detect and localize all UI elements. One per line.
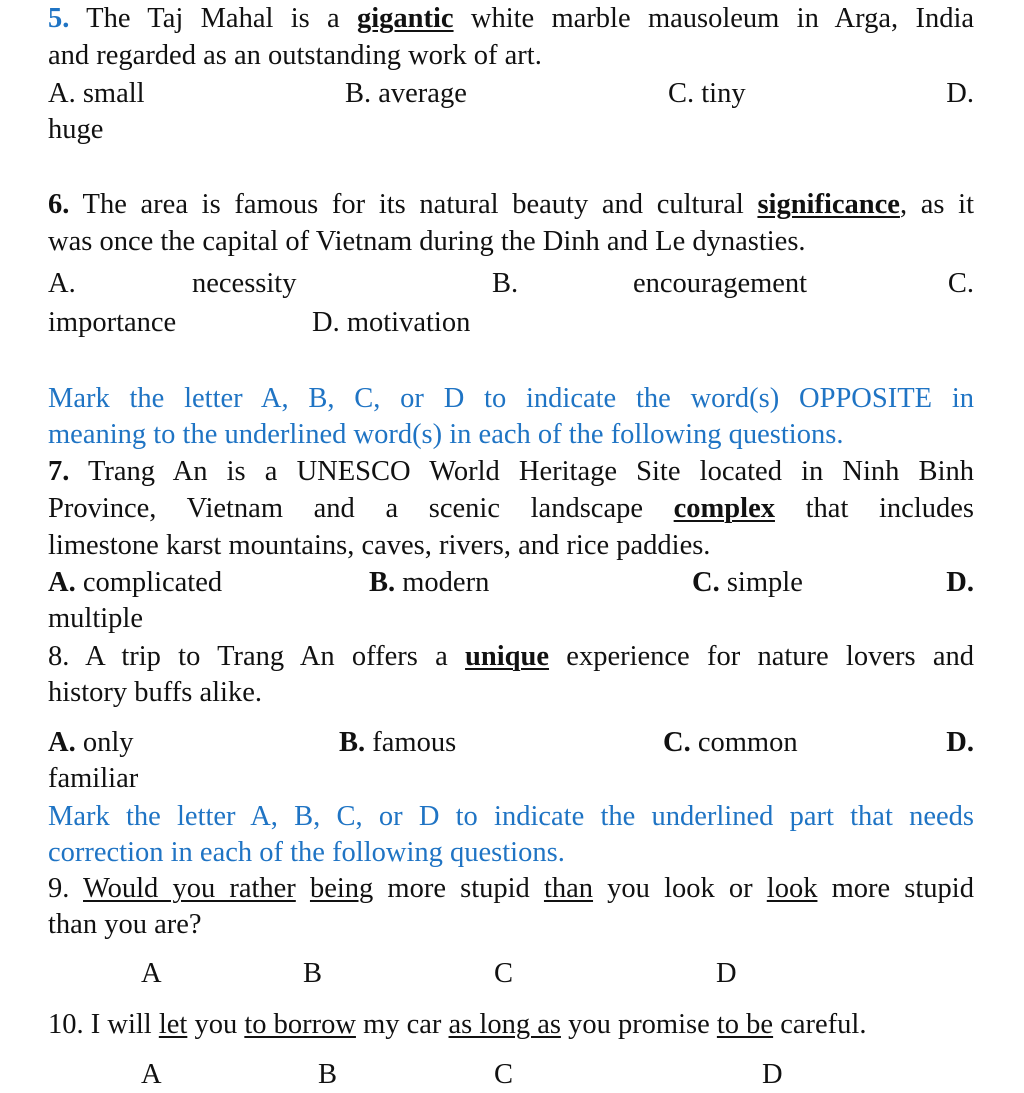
q9-label-d: D: [716, 958, 737, 989]
q7-option-d-letter: D.: [946, 567, 974, 598]
q5-option-d-letter: D.: [946, 78, 974, 109]
q10-label-b: B: [318, 1059, 338, 1090]
q6-option-a-letter: A.: [48, 268, 76, 299]
q6-stem-line2: was once the capital of Vietnam during the Dinh and Le dynasties.: [48, 226, 806, 257]
q6-number: 6.: [48, 189, 70, 220]
q5-option-a: A. small: [48, 78, 145, 109]
q8-option-b: B. famous: [339, 727, 457, 758]
q10-part-d: to be: [716, 1009, 774, 1040]
q9-part-b: being: [309, 873, 374, 904]
q7-option-d-word: multiple: [48, 603, 143, 634]
q7-option-c: C. simple: [692, 567, 803, 598]
q7-stem-line2: Province, Vietnam and a scenic landscape complex that includes: [48, 493, 974, 524]
q8-option-a: A. only: [48, 727, 134, 758]
q9-part-a: Would you rather: [83, 873, 296, 904]
q5-option-c: C. tiny: [668, 78, 746, 109]
q10-part-b: to borrow: [244, 1009, 356, 1040]
q8-option-d-word: familiar: [48, 763, 139, 794]
q9-part-c: than: [543, 873, 594, 904]
q9-label-c: C: [494, 958, 514, 989]
q9-part-d: look: [766, 873, 818, 904]
instruction-opposite-line1: Mark the letter A, B, C, or D to indicate the word(s) OPPOSITE in: [48, 383, 974, 414]
q7-stem-line3: limestone karst mountains, caves, rivers, and rice paddies.: [48, 530, 711, 561]
q10-label-a: A: [141, 1059, 162, 1090]
q6-option-c-letter: C.: [947, 268, 974, 299]
q5-option-b: B. average: [345, 78, 467, 109]
q10-part-c: as long as: [448, 1009, 561, 1040]
q10-part-a: let: [158, 1009, 188, 1040]
q5-option-d-word: huge: [48, 114, 104, 145]
instruction-correction-line2: correction in each of the following questions.: [48, 837, 565, 868]
q6-option-a-word: necessity: [192, 268, 297, 299]
q6-option-d: D. motivation: [312, 307, 471, 338]
q5-underlined-word: gigantic: [356, 3, 454, 34]
q8-underlined-word: unique: [465, 641, 550, 672]
q8-option-c: C. common: [663, 727, 798, 758]
q6-option-c-word: importance: [48, 307, 177, 338]
instruction-opposite-line2: meaning to the underlined word(s) in each of the following questions.: [48, 419, 844, 450]
q9-label-b: B: [303, 958, 323, 989]
instruction-correction-line1: Mark the letter A, B, C, or D to indicate the underlined part that needs: [48, 801, 974, 832]
q6-stem-line1: 6. The area is famous for its natural beauty and cultural significance, as it: [48, 189, 974, 220]
q9-stem-line1: 9. Would you rather being more stupid than you look or look more stupid: [48, 873, 974, 904]
q7-stem-line1: 7. Trang An is a UNESCO World Heritage Site located in Ninh Binh: [48, 456, 974, 487]
q6-option-b-letter: B.: [492, 268, 519, 299]
q10-label-c: C: [494, 1059, 514, 1090]
q5-stem-line1: 5. The Taj Mahal is a gigantic white marble mausoleum in Arga, India: [48, 3, 975, 34]
q6-option-b-word: encouragement: [633, 268, 808, 299]
q7-number: 7.: [48, 456, 70, 487]
q10-stem: 10. I will let you to borrow my car as long as you promise to be careful.: [48, 1009, 867, 1040]
q7-underlined-word: complex: [673, 493, 775, 524]
q8-stem-line1: 8. A trip to Trang An offers a unique experience for nature lovers and: [48, 641, 974, 672]
q5-stem-line2: and regarded as an outstanding work of art.: [48, 40, 542, 71]
q5-number: 5.: [48, 3, 70, 34]
q9-stem-line2: than you are?: [48, 909, 202, 940]
q10-label-d: D: [762, 1059, 783, 1090]
q7-option-a: A. complicated: [48, 567, 223, 598]
q8-stem-line2: history buffs alike.: [48, 677, 262, 708]
q8-option-d-letter: D.: [946, 727, 974, 758]
q7-option-b: B. modern: [369, 567, 490, 598]
q9-label-a: A: [141, 958, 162, 989]
q6-underlined-word: significance: [757, 189, 900, 220]
